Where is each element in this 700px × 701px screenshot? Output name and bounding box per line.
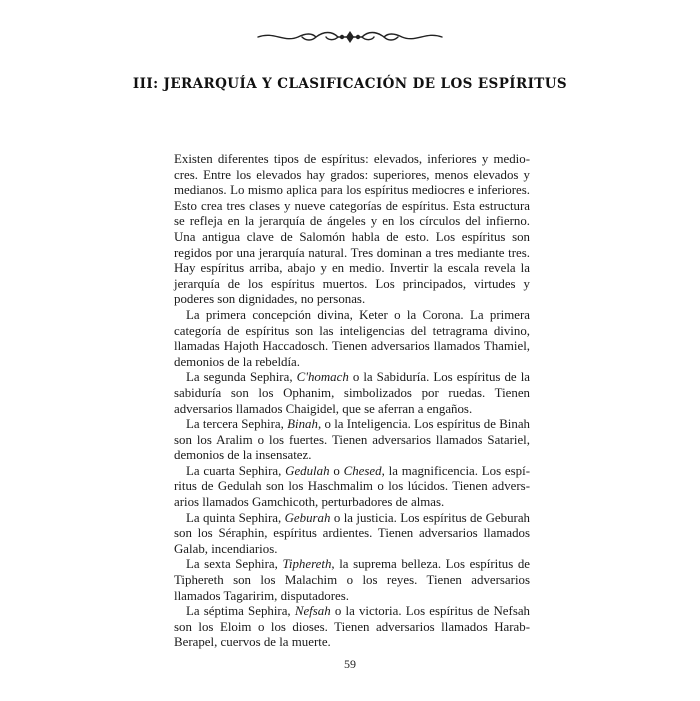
paragraph-intro: Existen diferentes tipos de espíritus: elevados, inferiores y mediocres. Entre los elevados hay grados: superiores, menos elevados y medianos. Lo mismo aplica para los espíritus mediocres e inferiores. Esto crea tres clases y nueve categorías de espíritus. Esta estructura se refleja en la jerarquía de ángeles y en los círculos del infierno. Una antigua clave de Salomón habla de esto. Los espíritus son regidos por una jerarquía natural. Tres dominan a tres mediante tres. Hay espíritus arriba, abajo y en medio. Invertir la escala revela la jerarquía de los espíritus muertos. Los principados, virtudes y poderes son dignidades, no personas. [174,152,530,307]
paragraph-gedulah: La cuarta Sephira, Gedulah o Chesed, la magnificencia. Los espíritus de Gedulah son los Haschmalim o los lúcidos. Tienen adversarios llamados Gamchicoth, perturbadores de almas. [174,463,530,510]
paragraph-keter: La primera concepción divina, Keter o la Corona. La primera categoría de espíritus son las inteligencias del tetragrama divino, llamadas Hajoth Haccadosch. Tienen adversarios llamados Thamiel, demonios de la rebeldía. [174,307,530,369]
page-number: 59 [344,657,356,671]
paragraph-chomach: La segunda Sephira, C'homach o la Sabiduría. Los espíritus de la sabiduría son los Ophanim, simbolizados por ruedas. Tienen adversarios llamados Chaigidel, que se aferran a engaños. [174,370,530,416]
paragraph-binah: La tercera Sephira, Binah, o la Inteligencia. Los espíritus de Binah son los Aralim o los fuertes. Tienen adversarios llamados Satariel, demonios de la insensatez. [174,417,530,463]
body-text [174,152,530,651]
paragraph-tiphereth: La sexta Sephira, Tiphereth, la suprema belleza. Los espíritus de Tiphereth son los Malachim o los reyes. Tienen adversarios llamados Tagaririm, disputadores. [174,557,531,603]
chapter-title: III: JERARQUÍA Y CLASIFICACIÓN DE LOS ESPÍRITUS [132,76,568,92]
chapter-ornament-icon [254,27,446,47]
paragraph-nefsah: La séptima Sephira, Nefsah o la victoria. Los espíritus de Nefsah son los Eloim o los dioses. Tienen adversarios llamados Harab-Berapel, cuervos de la muerte. [174,604,531,650]
paragraph-geburah: La quinta Sephira, Geburah o la justicia. Los espíritus de Geburah son los Séraphin, espíritus ardientes. Tienen adversarios llamados Galab, incendiarios. [174,510,530,556]
